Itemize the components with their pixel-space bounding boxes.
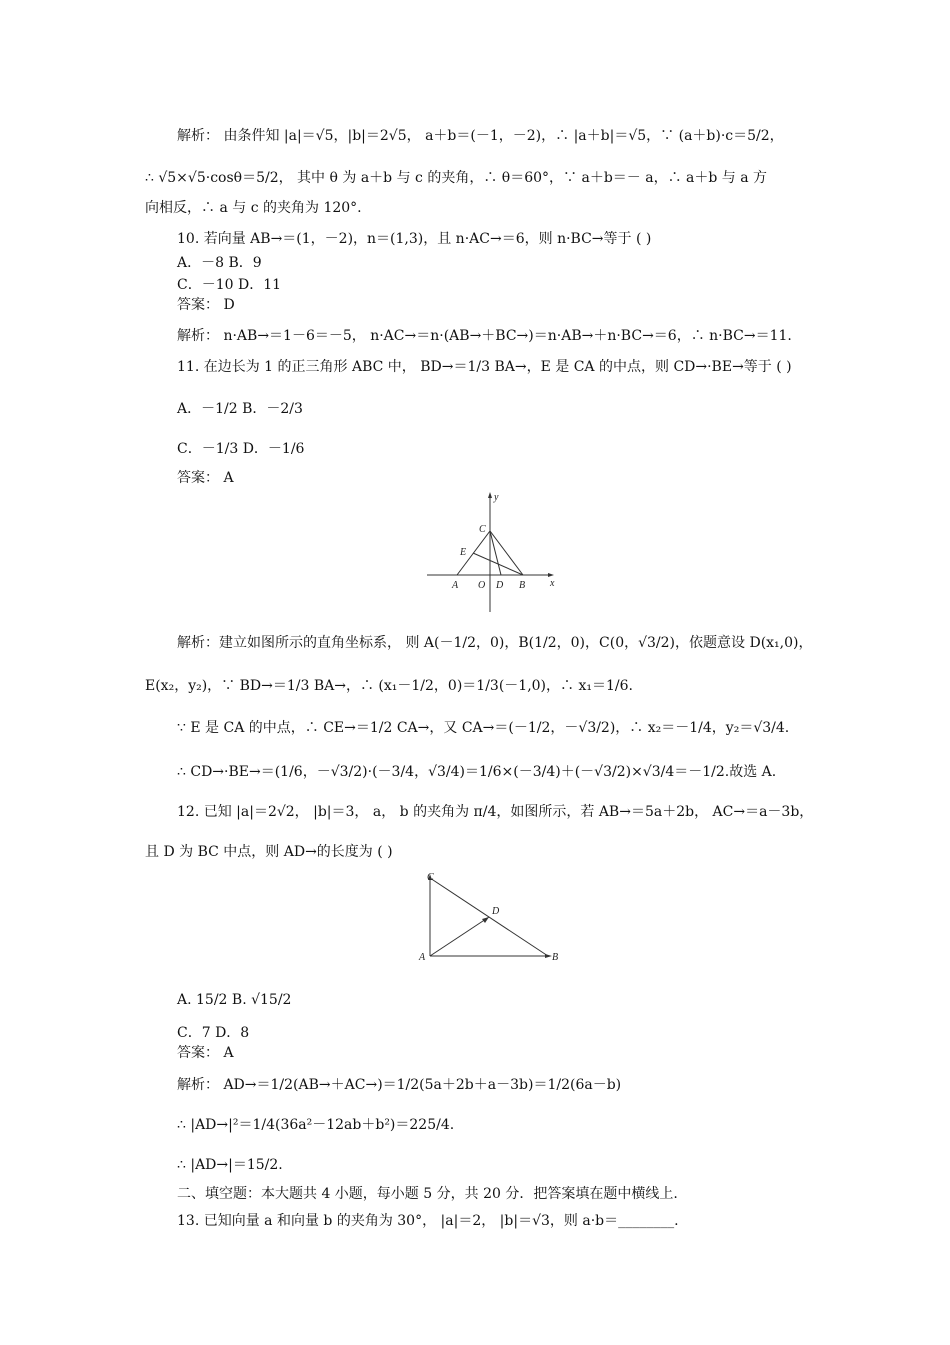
q10-options-ab: A．－8 B．9 [177,255,262,271]
q12-stem-line-2: 且 D 为 BC 中点，则 AD→的长度为 ( ) [145,844,393,860]
q10-solution: 解析： n·AB→＝1－6＝－5， n·AC→＝n·(AB→＋BC→)＝n·AB→＋n·BC→＝6，∴ n·BC→＝11. [177,328,792,344]
q11-solution-line-2: E(x₂，y₂)，∵ BD→＝1/3 BA→，∴ (x₁－1/2，0)＝1/3(－1,0)，∴ x₁＝1/6. [145,678,633,694]
label-y: y [494,492,499,503]
label-e: E [460,547,467,558]
label-b2: B [552,952,559,963]
q10-stem: 10. 若向量 AB→＝(1，－2)，n＝(1,3)，且 n·AC→＝6，则 n·BC→等于 ( ) [177,231,652,247]
q10-answer: 答案： D [177,297,235,313]
x-axis-arrow [548,573,554,577]
coordinate-triangle-figure [420,488,560,614]
q11-solution-line-4: ∴ CD→·BE→＝(1/6，－√3/2)·(－3/4，√3/4)＝1/6×(－3/4)＋(－√3/2)×√3/4＝－1/2.故选 A. [177,764,777,780]
q11-solution-line-1: 解析：建立如图所示的直角坐标系， 则 A(－1/2，0)，B(1/2，0)，C(0，√3/2)，依题意设 D(x₁,0)， [177,635,813,651]
segment-be [473,553,523,575]
label-b: B [519,580,526,591]
q9-solution-line-2: ∴ √5×√5·cosθ＝5/2， 其中 θ 为 a＋b 与 c 的夹角，∴ θ＝60°，∵ a＋b＝－ a，∴ a＋b 与 a 方 [145,170,768,186]
label-a: A [452,580,459,591]
q12-options-ab: A. 15/2 B. √15/2 [177,992,292,1008]
right-triangle-figure [418,868,568,968]
q12-stem-line-1: 12. 已知 |a|＝2√2， |b|＝3， a， b 的夹角为 π/4，如图所示，若 AB→＝5a＋2b， AC→＝a－3b， [177,804,814,820]
label-a2: A [419,952,426,963]
q12-answer: 答案： A [177,1045,234,1061]
q12-solution-line-2: ∴ |AD→|²＝1/4(36a²－12ab＋b²)＝225/4. [177,1117,455,1133]
median-ad [430,917,489,956]
q12-solution-line-3: ∴ |AD→|＝15/2. [177,1157,283,1173]
q12-options-cd: C．7 D．8 [177,1025,250,1041]
q11-solution-line-3: ∵ E 是 CA 的中点，∴ CE→＝1/2 CA→，又 CA→＝(－1/2，－√3/2)，∴ x₂＝－1/4，y₂＝√3/4. [177,720,790,736]
q10-options-cd: C．－10 D．11 [177,277,282,293]
q11-answer: 答案： A [177,470,234,486]
label-x: x [550,578,555,589]
ab-arrow [545,954,552,958]
label-d: D [496,580,504,591]
label-c2: C [427,872,434,883]
q11-options-cd: C．－1/3 D．－1/6 [177,441,305,457]
q9-solution-line-1: 解析： 由条件知 |a|＝√5，|b|＝2√5， a＋b＝(－1，－2)，∴ |a＋b|＝√5，∵ (a＋b)·c＝5/2， [177,128,784,144]
q12-solution-line-1: 解析： AD→＝1/2(AB→＋AC→)＝1/2(5a＋2b＋a－3b)＝1/2(6a－b) [177,1077,622,1093]
q13-stem: 13. 已知向量 a 和向量 b 的夹角为 30°， |a|＝2， |b|＝√3，则 a·b＝________. [177,1213,679,1229]
q11-stem: 11. 在边长为 1 的正三角形 ABC 中， BD→＝1/3 BA→，E 是 CA 的中点，则 CD→·BE→等于 ( ) [177,359,792,375]
label-o: O [478,580,486,591]
median-arrow [482,917,489,923]
y-axis-arrow [488,492,492,498]
section-heading-fill-in: 二、填空题：本大题共 4 小题，每小题 5 分，共 20 分．把答案填在题中横线上. [177,1186,678,1202]
label-d2: D [492,906,500,917]
q9-solution-line-3: 向相反，∴ a 与 c 的夹角为 120°. [145,200,362,216]
q11-options-ab: A．－1/2 B．－2/3 [177,401,303,417]
label-c: C [479,524,486,535]
